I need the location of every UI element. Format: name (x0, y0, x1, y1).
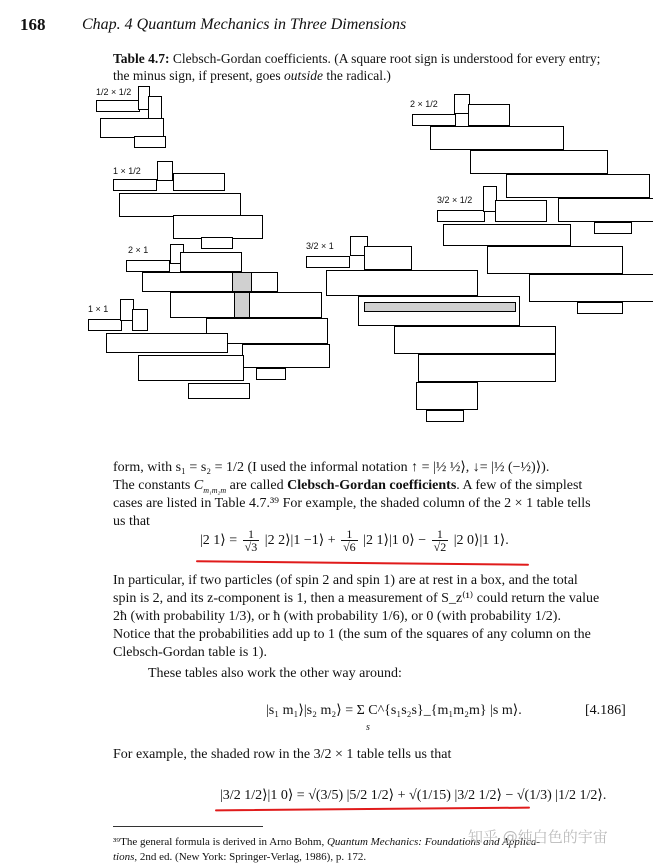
cg-table-title: 1/2 × 1/2 (96, 87, 132, 97)
eq-term: |2 1⟩|1 0⟩ − (363, 533, 430, 548)
para-line: 2ħ (with probability 1/3), or ħ (with probability 1/6), or 0 (with probability 1/2). (113, 609, 561, 624)
cg-table-title: 3/2 × 1/2 (437, 195, 473, 205)
caption-emph: outside (283, 68, 323, 83)
para-line: In particular, if two particles (of spin 2 and spin 1) are at rest in a box, and the total (113, 573, 578, 588)
caption-text: Clebsch-Gordan coefficients. (A square root sign is understood for every entry; the minus sign, if present, goes (113, 51, 601, 83)
para-line: Clebsch-Gordan table is 1). (113, 645, 267, 660)
para-line: The constants $C_{m_1m_2m}$ are called Clebsch-Gordan coefficients. A few of the simplest (113, 478, 583, 495)
para-line: us that (113, 514, 150, 529)
bold-term: Clebsch-Gordan coefficients (287, 478, 457, 493)
footnote-rule (113, 826, 263, 827)
page-number: 168 (20, 15, 46, 34)
footnote-title: Quantum Mechanics: Foundations and Applica- (326, 836, 540, 848)
eq-lhs: |2 1⟩ = (200, 533, 241, 548)
running-head: Chap. 4 Quantum Mechanics in Three Dimensions (82, 16, 407, 33)
cg-table-title: 2 × 1/2 (410, 99, 438, 109)
footnote-text: , 2nd ed. (New York: Springer-Verlag, 1986), p. 172. (134, 851, 367, 863)
red-underline (215, 807, 530, 812)
text: The constants (113, 478, 194, 493)
cg-table-title: 3/2 × 1 (306, 241, 334, 251)
eq-term: |2 2⟩|1 −1⟩ + (264, 533, 340, 548)
para-line: These tables also work the other way around: (148, 666, 402, 681)
eq-term: |2 0⟩|1 1⟩. (453, 533, 509, 548)
para-line: For example, the shaded row in the 3/2 × 1 table tells us that (113, 747, 452, 762)
caption-tail: the radical.) (322, 68, 391, 83)
equation-3: |3/2 1/2⟩|1 0⟩ = √(3/5) |5/2 1/2⟩ + √(1/15) |3/2 1/2⟩ − √(1/3) |1/2 1/2⟩. (220, 788, 607, 803)
cg-table-title: 1 × 1 (88, 304, 109, 314)
para-line: Notice that the probabilities add up to 1 (the sum of the squares of any column on the (113, 627, 591, 642)
para-line: cases are listed in Table 4.7.³⁹ For example, the shaded column of the 2 × 1 table tells (113, 496, 591, 511)
cg-constant: C (193, 478, 204, 493)
equation-1 (200, 528, 509, 553)
red-underline (196, 560, 529, 565)
footnote-text: ³⁹The general formula is derived in Arno Bohm, (113, 836, 327, 848)
para-line: form, with s₁ = s₂ = 1/2 (I used the informal notation ↑ = |½ ½⟩, ↓= |½ (−½)⟩). (113, 460, 550, 475)
cg-table-title: 2 × 1 (128, 245, 149, 255)
cg-table-title: 1 × 1/2 (113, 166, 141, 176)
watermark: 知乎 @纯白色的宇宙 (468, 828, 608, 846)
fraction: $\frac{1}{√2}$ (433, 527, 447, 554)
equation-number: [4.186] (585, 703, 626, 718)
table-label: Table 4.7: (113, 51, 170, 66)
footnote-title: tions (113, 851, 135, 863)
sum-index: s (366, 722, 370, 733)
equation-4-186: |s₁ m₁⟩|s₂ m₂⟩ = Σ C^{s₁s₂s}_{m₁m₂m} |s m⟩. (266, 703, 522, 718)
fraction: $\frac{1}{√6}$ (343, 527, 356, 554)
para-line: spin is 2, and its z-component is 1, then a measurement of S_z⁽¹⁾ could return the value (113, 591, 600, 606)
text: are called (226, 478, 288, 493)
table-caption (113, 50, 613, 84)
fraction: $\frac{1}{√3}$ (244, 527, 258, 554)
text: . A few of the simplest (456, 478, 583, 493)
